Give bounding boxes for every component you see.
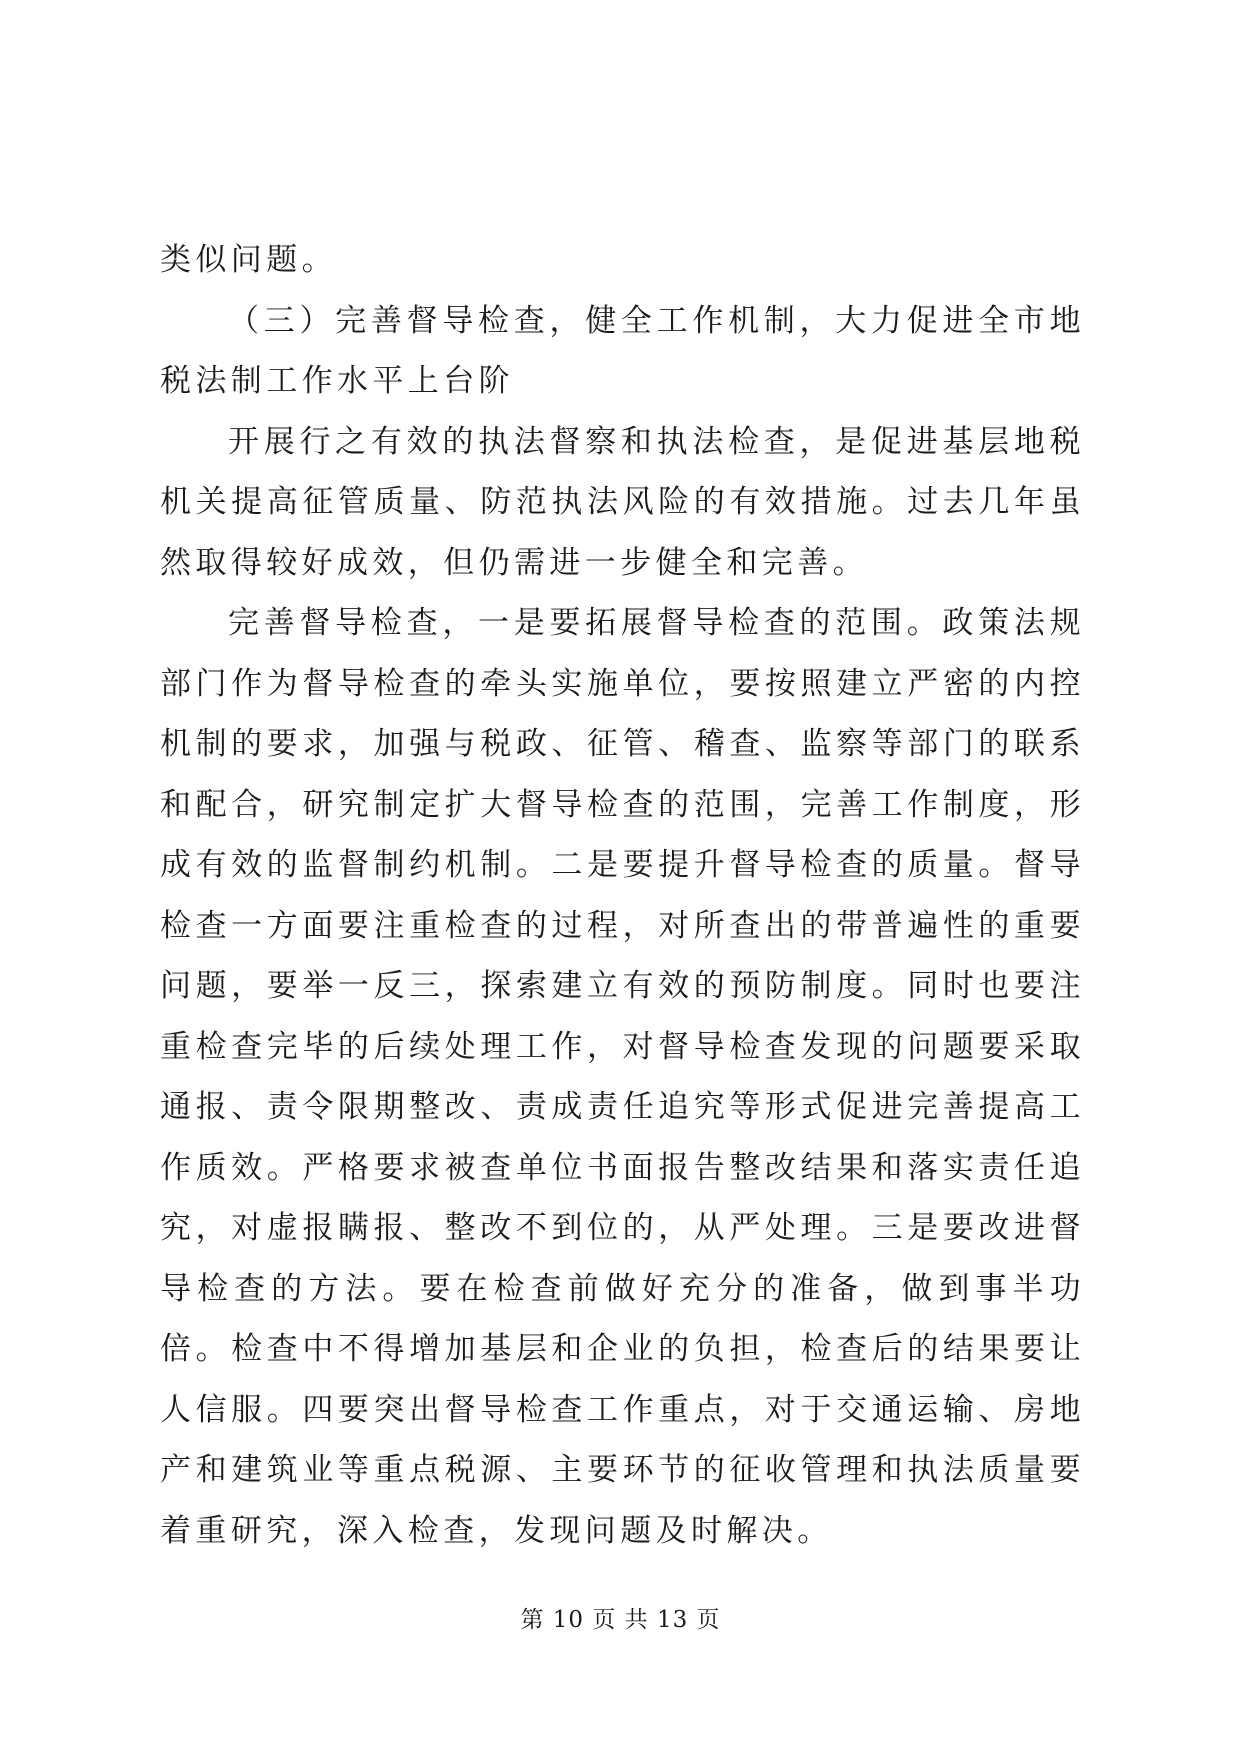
paragraph-measures: 完善督导检查，一是要拓展督导检查的范围。政策法规部门作为督导检查的牵头实施单位，要按照建立严密的内控机制的要求，加强与税政、征管、稽查、监察等部门的联系和配合，研究制定扩大督导检查的范围，完善工作制度，形成有效的监督制约机制。二是要提升督导检查的质量。督导检查一方面要注重检查的过程，对所查出的带普遍性的重要问题，要举一反三，探索建立有效的预防制度。同时也要注重检查完毕的后续处理工作，对督导检查发现的问题要采取通报、责令限期整改、责成责任追究等形式促进完善提高工作质效。严格要求被查单位书面报告整改结果和落实责任追究，对虚报瞒报、整改不到位的，从严处理。三是要改进督导检查的方法。要在检查前做好充分的准备，做到事半功倍。检查中不得增加基层和企业的负担，检查后的结果要让人信服。四要突出督导检查工作重点，对于交通运输、房地产和建筑业等重点税源、主要环节的征收管理和执法质量要着重研究，深入检查，发现问题及时解决。	[160, 605, 1085, 1549]
section-heading: （三）完善督导检查，健全工作机制，大力促进全市地税法制工作水平上台阶	[160, 302, 1085, 399]
paragraph-intro: 开展行之有效的执法督察和执法检查，是促进基层地税机关提高征管质量、防范执法风险的有效措施。过去几年虽然取得较好成效，但仍需进一步健全和完善。	[160, 423, 1085, 581]
document-body	[160, 230, 1085, 1561]
page-number-footer: 第 10 页 共 13 页	[520, 1607, 721, 1633]
paragraph-continuation: 类似问题。	[160, 242, 337, 278]
